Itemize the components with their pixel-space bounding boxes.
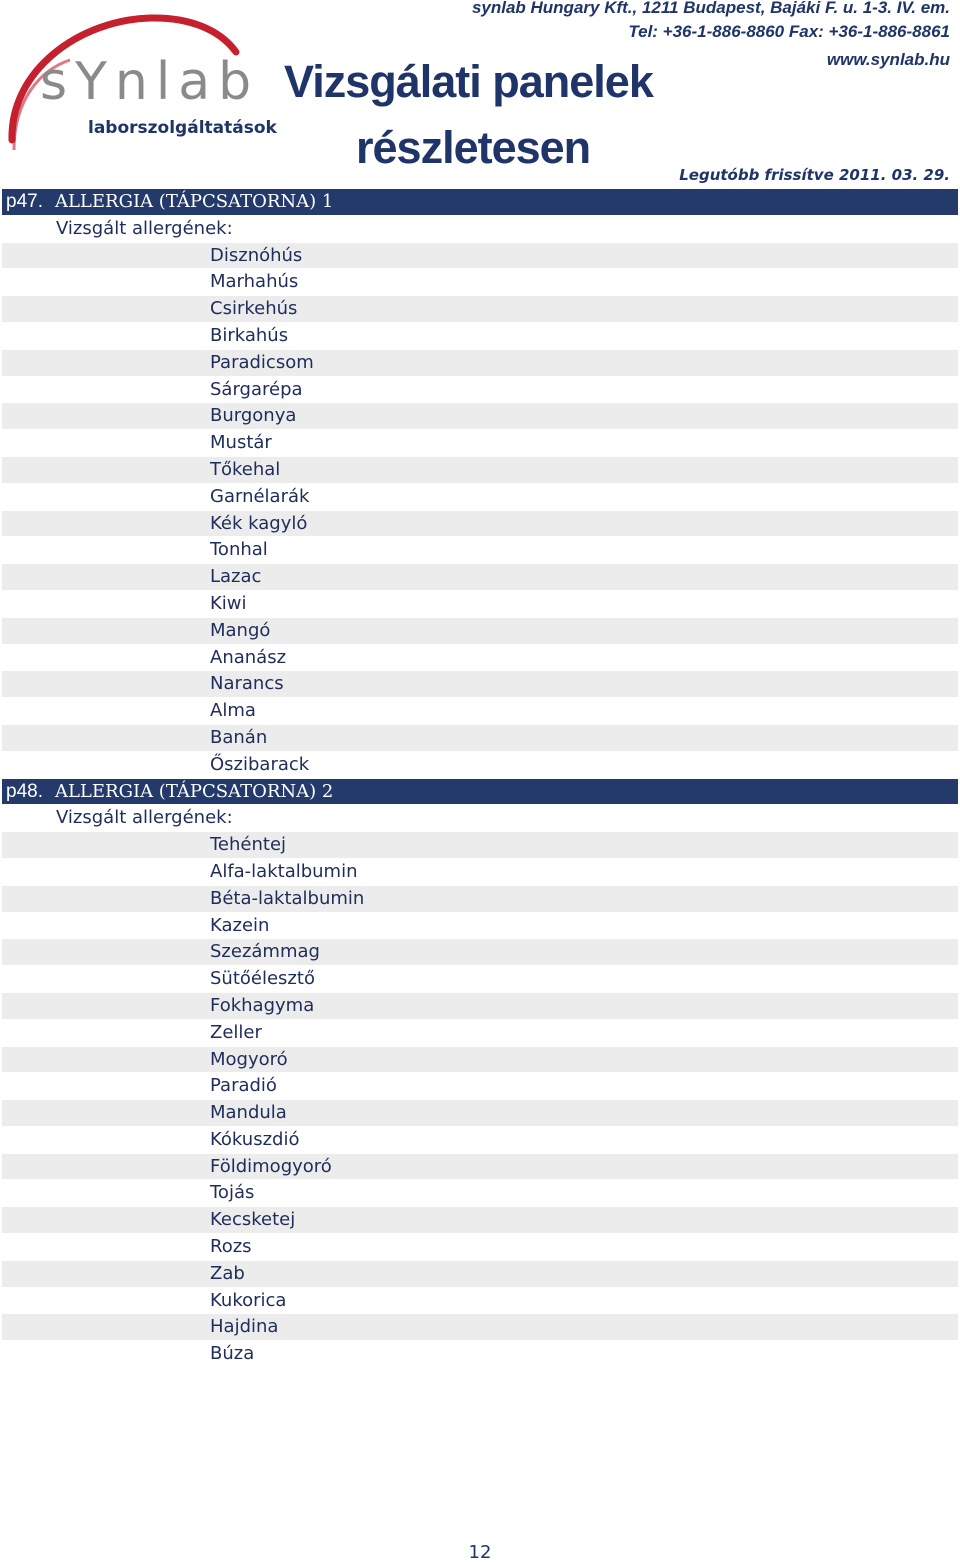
allergen-item: Alfa-laktalbumin xyxy=(2,859,958,886)
allergen-item: Szezámmag xyxy=(2,939,958,966)
allergen-item: Búza xyxy=(2,1341,958,1368)
allergen-subheading: Vizsgált allergének: xyxy=(2,216,958,243)
allergen-item: Sárgarépa xyxy=(2,377,958,404)
allergen-item: Mogyoró xyxy=(2,1047,958,1074)
allergen-item: Zeller xyxy=(2,1020,958,1047)
allergen-item: Tojás xyxy=(2,1180,958,1207)
company-phone: Tel: +36-1-886-8860 Fax: +36-1-886-8861 xyxy=(628,22,950,41)
allergen-item: Mandula xyxy=(2,1100,958,1127)
allergen-item: Tőkehal xyxy=(2,457,958,484)
allergen-item: Mangó xyxy=(2,618,958,645)
panel-code: p48. xyxy=(6,780,43,802)
page-header xyxy=(0,0,960,188)
allergen-item: Banán xyxy=(2,725,958,752)
allergen-item: Zab xyxy=(2,1261,958,1288)
panel-name: ALLERGIA (TÁPCSATORNA) 1 xyxy=(54,191,334,212)
allergen-item: Hajdina xyxy=(2,1314,958,1341)
allergen-item: Őszibarack xyxy=(2,752,958,779)
panel-name: ALLERGIA (TÁPCSATORNA) 2 xyxy=(54,780,334,802)
allergen-item: Burgonya xyxy=(2,403,958,430)
allergen-item: Rozs xyxy=(2,1234,958,1261)
panel-header xyxy=(2,189,958,216)
allergen-item: Csirkehús xyxy=(2,296,958,323)
allergen-item: Földimogyoró xyxy=(2,1154,958,1181)
page-title-line1: Vizsgálati panelek xyxy=(284,56,653,107)
allergen-item: Garnélarák xyxy=(2,484,958,511)
allergen-item: Kecsketej xyxy=(2,1207,958,1234)
allergen-item: Kék kagyló xyxy=(2,511,958,538)
panel-list xyxy=(0,189,960,1368)
allergen-item: Tehéntej xyxy=(2,832,958,859)
allergen-item: Fokhagyma xyxy=(2,993,958,1020)
allergen-item: Paradicsom xyxy=(2,350,958,377)
last-updated: Legutóbb frissítve 2011. 03. 29. xyxy=(679,166,950,184)
synlab-logo xyxy=(0,0,277,160)
allergen-item: Narancs xyxy=(2,671,958,698)
allergen-item: Kukorica xyxy=(2,1288,958,1315)
allergen-item: Sütőélesztő xyxy=(2,966,958,993)
logo-tagline: laborszolgáltatások xyxy=(88,118,277,138)
allergen-item: Kókuszdió xyxy=(2,1127,958,1154)
page-title-line2: részletesen xyxy=(356,122,591,173)
allergen-item: Disznóhús xyxy=(2,243,958,270)
panel-header xyxy=(2,779,958,806)
allergen-item: Paradió xyxy=(2,1073,958,1100)
allergen-item: Mustár xyxy=(2,430,958,457)
page-number: 12 xyxy=(468,1542,492,1563)
allergen-item: Béta-laktalbumin xyxy=(2,886,958,913)
panel-code: p47. xyxy=(6,191,43,212)
allergen-item: Marhahús xyxy=(2,269,958,296)
allergen-item: Kiwi xyxy=(2,591,958,618)
allergen-item: Birkahús xyxy=(2,323,958,350)
allergen-item: Ananász xyxy=(2,645,958,672)
allergen-item: Tonhal xyxy=(2,537,958,564)
allergen-item: Kazein xyxy=(2,913,958,940)
allergen-item: Alma xyxy=(2,698,958,725)
company-address: synlab Hungary Kft., 1211 Budapest, Bajáki F. u. 1-3. IV. em. xyxy=(471,0,950,17)
company-website[interactable]: www.synlab.hu xyxy=(826,50,950,69)
allergen-item: Lazac xyxy=(2,564,958,591)
logo-wordmark: sYnlab xyxy=(40,52,260,112)
allergen-subheading: Vizsgált allergének: xyxy=(2,805,958,832)
